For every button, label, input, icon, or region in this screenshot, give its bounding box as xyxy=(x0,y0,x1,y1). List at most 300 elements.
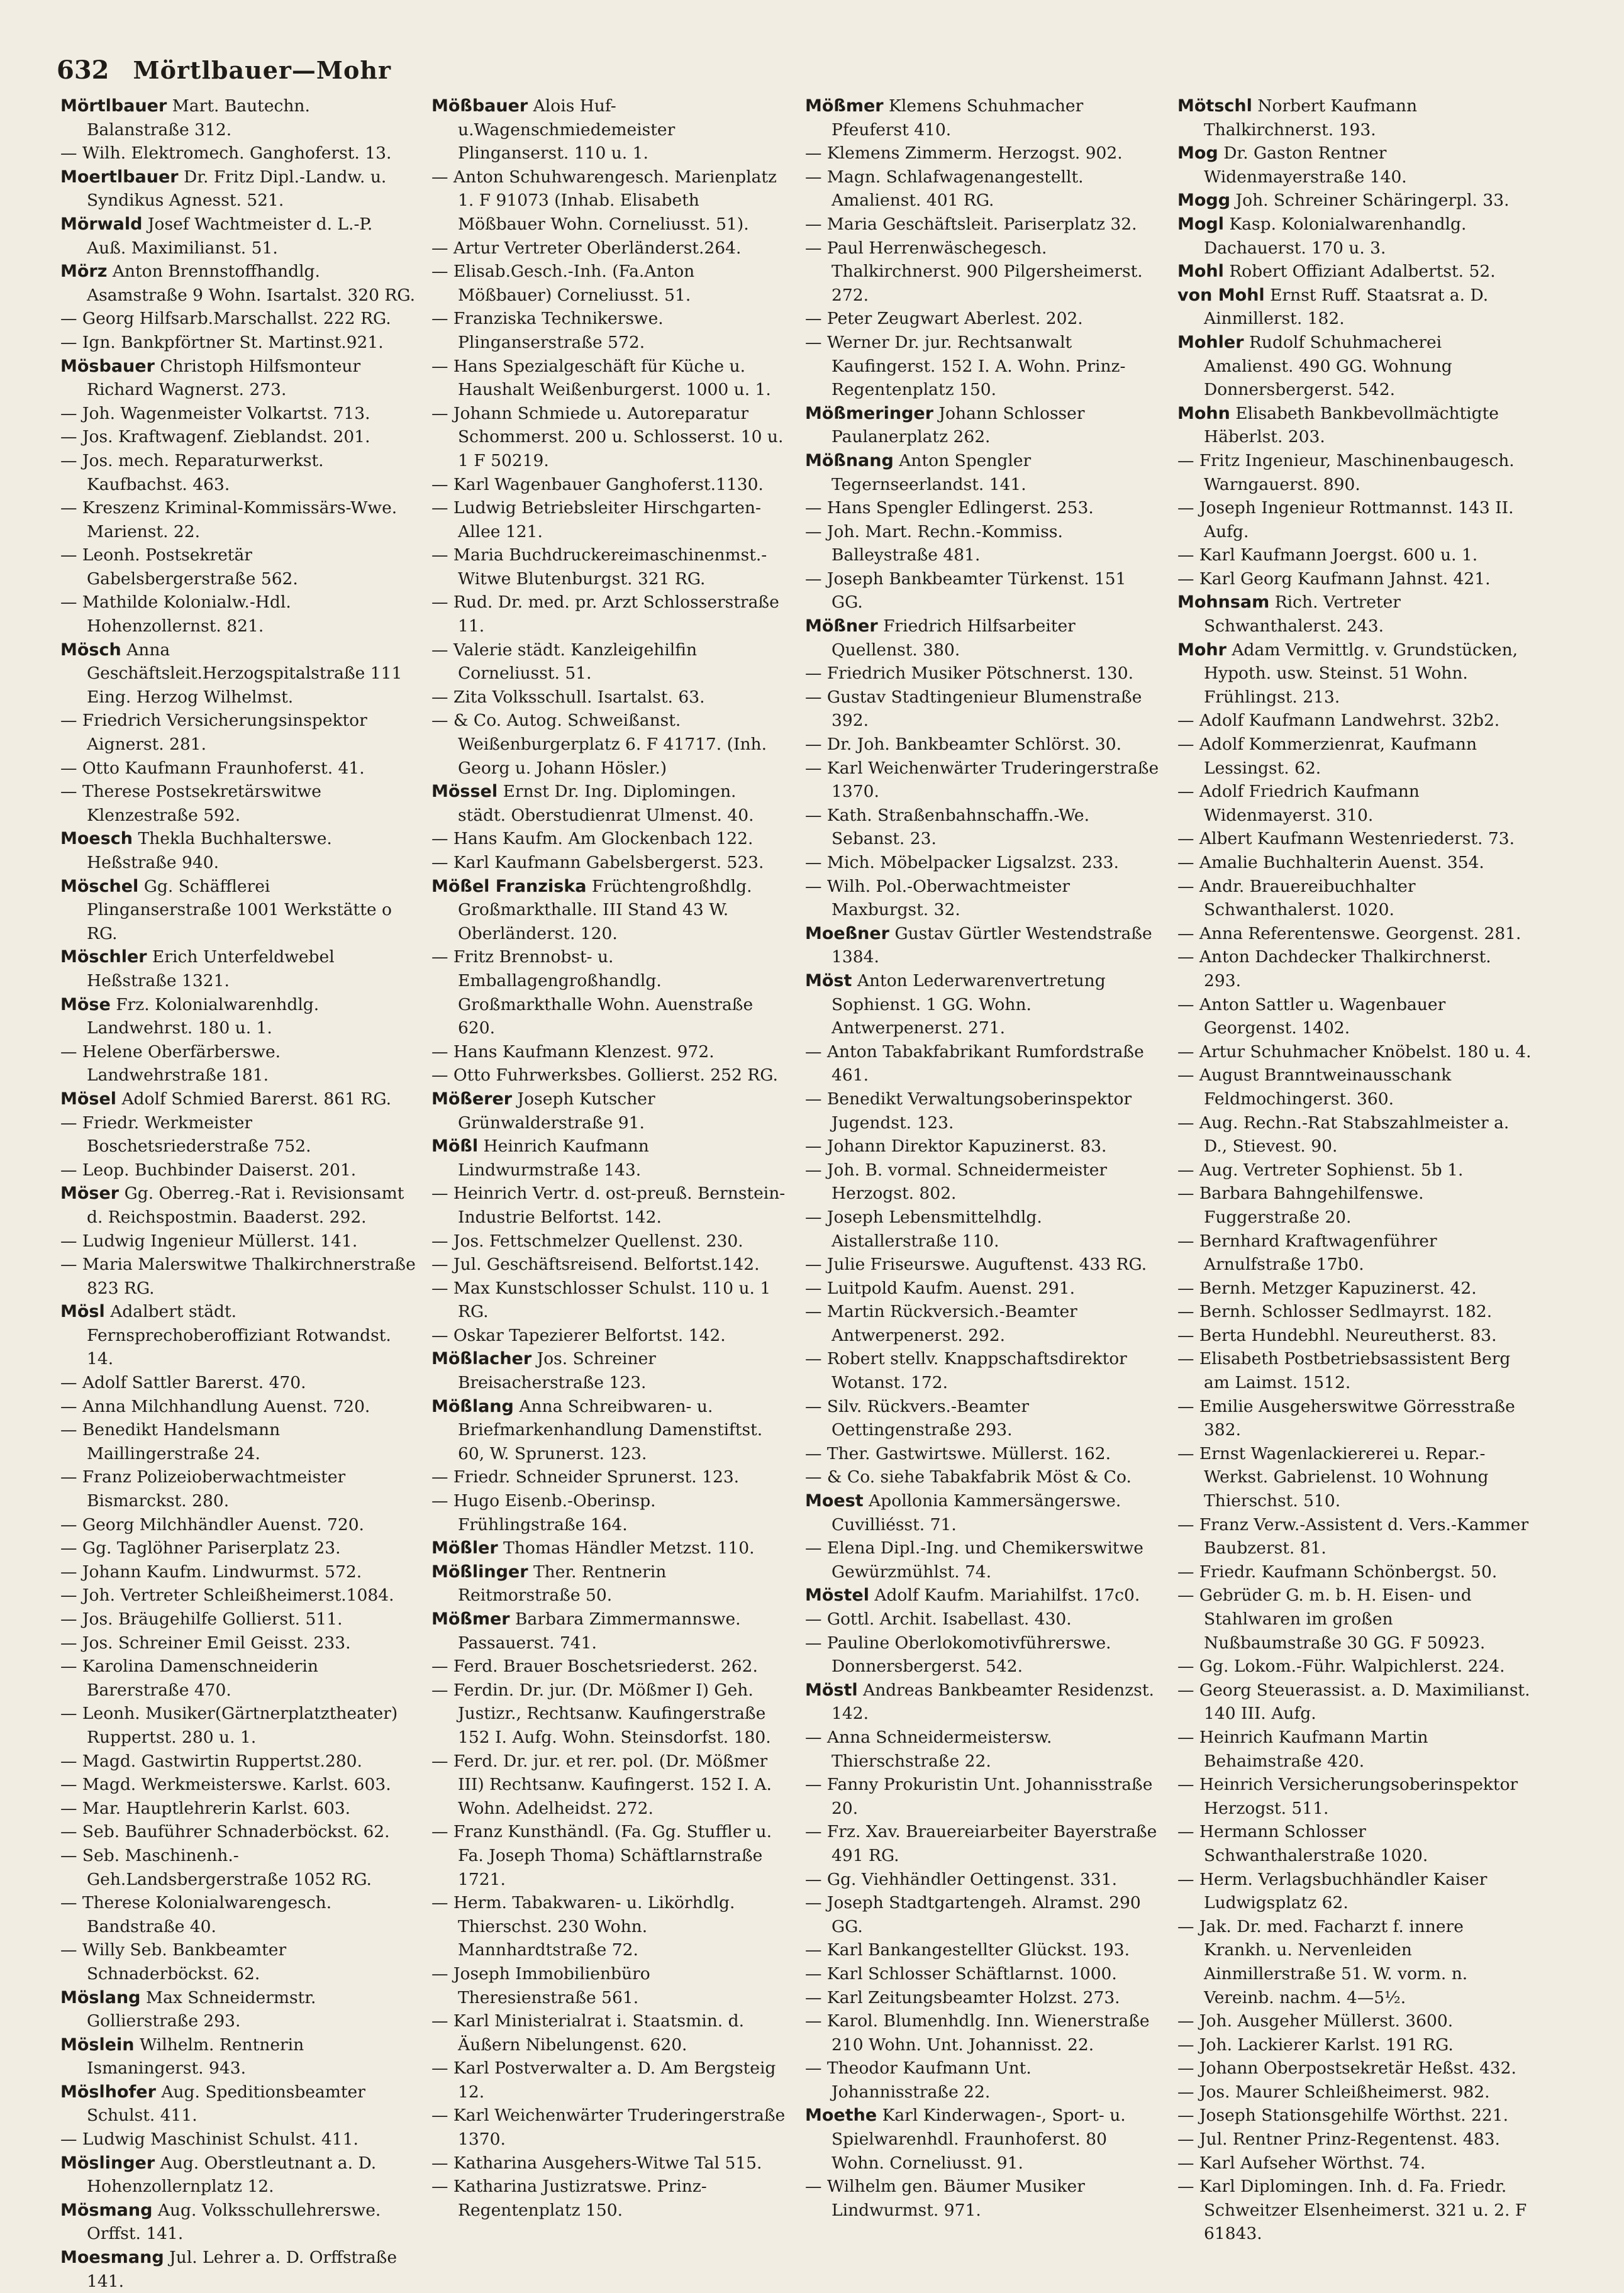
entry-text: — Heinrich Kaufmann Martin Behaimstraße 420. xyxy=(1177,1727,1428,1771)
entry-text: — Willy Seb. Bankbeamter Schnaderböckst. 62. xyxy=(60,1940,287,1984)
entry-surname: Mößmer xyxy=(805,96,884,116)
entry-text: Rudolf Schuhmacherei Amalienst. 490 GG. Wohnung Donnersbergerst. 542. xyxy=(1204,332,1452,400)
entry-text: Christoph Hilfsmonteur Richard Wagnerst. 273. xyxy=(87,356,361,400)
entry-text: — Artur Vertreter Oberländerst.264. xyxy=(431,238,742,258)
directory-entry xyxy=(805,1087,1160,1135)
entry-text: Joseph Kutscher Grünwalderstraße 91. xyxy=(458,1089,655,1133)
entry-surname: Mogg xyxy=(1177,191,1231,211)
entry-surname: Mösel xyxy=(60,1089,117,1109)
entry-text: — Franz Kunsthändl. (Fa. Gg. Stuffler u. Fa. Joseph Thoma) Schäftlarnstraße 1721. xyxy=(431,1822,772,1889)
entry-text: — Karl Kaufmann Gabelsbergerst. 523. xyxy=(431,853,764,872)
entry-text: — Aug. Rechn.-Rat Stabszahlmeister a. D., Stievest. 90. xyxy=(1177,1113,1510,1157)
entry-text: Dr. Gaston Rentner Widenmayerstraße 140. xyxy=(1204,143,1407,187)
directory-entry xyxy=(805,236,1160,308)
directory-entry xyxy=(431,780,787,827)
directory-entry xyxy=(431,1087,787,1135)
directory-entry xyxy=(60,496,416,543)
directory-entry xyxy=(805,1040,1160,1087)
entry-text: — Hugo Eisenb.-Oberinsp. Frühlingstraße 164. xyxy=(431,1491,656,1535)
entry-text: — Karl Ministerialrat i. Staatsmin. d. Äußern Nibelungenst. 620. xyxy=(431,2011,745,2055)
entry-text: — Franz Polizeioberwachtmeister Bismarckst. 280. xyxy=(60,1467,346,1511)
entry-text: — Barbara Bahngehilfenswe. Fuggerstraße 20. xyxy=(1177,1184,1424,1227)
entry-surname: Möse xyxy=(60,994,111,1014)
entry-text: Ernst Dr. Ing. Diplomingen. städt. Oberstudienrat Ulmenst. 40. xyxy=(458,782,754,825)
entry-text: — Gustav Stadtingenieur Blumenstraße 392. xyxy=(805,687,1142,731)
entry-text: — Anton Schuhwarengesch. Marienplatz 1. F 91073 (Inhab. Elisabeth Mößbauer Wohn. Corneliusst. 51). xyxy=(431,167,777,234)
entry-text: — Gg. Taglöhner Pariserplatz 23. xyxy=(60,1538,341,1558)
entry-surname: Mörtlbauer xyxy=(60,96,167,116)
entry-surname: Moesmang xyxy=(60,2248,164,2268)
entry-text: — Jul. Geschäftsreisend. Belfortst.142. xyxy=(431,1255,760,1275)
entry-text: — Bernh. Metzger Kapuzinerst. 42. xyxy=(1177,1278,1477,1298)
column-3 xyxy=(805,94,1160,2220)
entry-text: — Albert Kaufmann Westenriederst. 73. xyxy=(1177,829,1515,849)
entry-surname: Mößl xyxy=(431,1136,479,1157)
entry-text: — Friedrich Versicherungsinspektor Aignerst. 281. xyxy=(60,711,367,755)
directory-entry xyxy=(805,875,1160,922)
entry-text: Apollonia Kammersängerswe. Cuvilliésst. 71. xyxy=(831,1491,1121,1535)
entry-surname: Möschel xyxy=(60,876,139,896)
directory-entry xyxy=(1177,1679,1533,1726)
entry-text: — Georg Steuerassist. a. D. Maximilianst. 140 III. Aufg. xyxy=(1177,1680,1530,1724)
entry-text: — Ferd. Dr. jur. et rer. pol. (Dr. Mößmer III) Rechtsanw. Kaufingerst. 152 I. A. Wohn. Adelheidst. 272. xyxy=(431,1751,772,1818)
entry-text: Kasp. Kolonialwarenhandlg. Dachauerst. 170 u. 3. xyxy=(1204,214,1467,258)
directory-entry xyxy=(805,1135,1160,1158)
directory-entry xyxy=(1177,1111,1533,1158)
directory-entry xyxy=(60,1395,416,1419)
entry-text: — & Co. siehe Tabakfabrik Möst & Co. xyxy=(805,1467,1132,1487)
directory-entry xyxy=(1177,1726,1533,1773)
entry-text: — Joh. Mart. Rechn.-Kommiss. Balleystraße 481. xyxy=(805,521,1063,565)
entry-text: Aug. Speditionsbeamter Schulst. 411. xyxy=(87,2082,365,2126)
directory-entry xyxy=(60,142,416,165)
entry-text: — Otto Kaufmann Fraunhoferst. 41. xyxy=(60,758,365,778)
entry-text: — Elisabeth Postbetriebsassistent Berg am Laimst. 1512. xyxy=(1177,1349,1511,1393)
directory-entry xyxy=(1177,94,1533,142)
directory-entry xyxy=(1177,1277,1533,1301)
entry-text: — Jos. Schreiner Emil Geisst. 233. xyxy=(60,1633,351,1653)
directory-entry xyxy=(1177,1395,1533,1442)
entry-text: — Leonh. Musiker(Gärtnerplatztheater) Ruppertst. 280 u. 1. xyxy=(60,1704,398,1747)
directory-entry xyxy=(805,1631,1160,1679)
directory-entry xyxy=(60,2080,416,2128)
entry-text: Joh. Schreiner Schäringerpl. 33. xyxy=(1235,191,1510,211)
entry-surname: Mößmeringer xyxy=(805,403,934,423)
directory-entry xyxy=(60,780,416,827)
directory-entry xyxy=(1177,1324,1533,1348)
directory-entry xyxy=(431,1560,787,1607)
entry-surname: Mohl xyxy=(1177,262,1224,282)
entry-text: — Joh. Ausgeher Müllerst. 3600. xyxy=(1177,2011,1454,2031)
entry-text: — Karl Bankangestellter Glückst. 193. xyxy=(805,1940,1130,1960)
entry-text: Friedrich Hilfsarbeiter Quellenst. 380. xyxy=(831,616,1076,660)
directory-entry xyxy=(431,709,787,780)
entry-text: — Kath. Straßenbahnschaffn.-We. Sebanst. 23. xyxy=(805,805,1090,849)
entry-text: — Ferdin. Dr. jur. (Dr. Mößmer I) Geh. Justizr., Rechtsanw. Kaufingerstraße 152 I. Aufg. Wohn. Steinsdorfst. 180. xyxy=(431,1680,771,1747)
directory-entry xyxy=(1177,922,1533,946)
entry-text: — Benedikt Verwaltungsoberinspektor Jugendst. 123. xyxy=(805,1089,1132,1133)
entry-text: — Klemens Zimmerm. Herzogst. 902. xyxy=(805,143,1123,164)
entry-surname: Mößel Franziska xyxy=(431,876,587,896)
entry-text: Rich. Vertreter Schwanthalerst. 243. xyxy=(1204,592,1401,636)
entry-text: — Martin Rückversich.-Beamter Antwerpenerst. 292. xyxy=(805,1302,1077,1345)
directory-entry xyxy=(431,638,787,686)
entry-text: Andreas Bankbeamter Residenzst. 142. xyxy=(831,1680,1154,1724)
directory-entry xyxy=(60,1891,416,1938)
directory-entry xyxy=(431,827,787,851)
entry-text: — Dr. Joh. Bankbeamter Schlörst. 30. xyxy=(805,735,1122,755)
directory-entry xyxy=(60,2151,416,2199)
entry-text: — Adolf Sattler Barerst. 470. xyxy=(60,1373,306,1393)
directory-entry xyxy=(805,1253,1160,1277)
directory-entry xyxy=(431,1607,787,1655)
entry-text: Gg. Oberreg.-Rat i. Revisionsamt d. Reichspostmin. Baaderst. 292. xyxy=(87,1184,404,1227)
entry-text: — Silv. Rückvers.-Beamter Oettingenstraße 293. xyxy=(805,1396,1030,1440)
entry-text: — Johann Kaufm. Lindwurmst. 572. xyxy=(60,1562,362,1582)
directory-entry xyxy=(805,1158,1160,1206)
directory-entry xyxy=(431,260,787,307)
directory-entry xyxy=(60,1040,416,1087)
entry-text: — Karl Diplomingen. Inh. d. Fa. Friedr. Schweitzer Elsenheimerst. 321 u. 2. F 61843. xyxy=(1177,2177,1527,2244)
directory-entry xyxy=(60,1087,416,1111)
directory-entry xyxy=(1177,1347,1533,1394)
directory-entry xyxy=(60,355,416,402)
entry-text: — Ther. Gastwirtswe. Müllerst. 162. xyxy=(805,1443,1111,1463)
entry-text: — Fanny Prokuristin Unt. Johannisstraße 20. xyxy=(805,1775,1153,1818)
column-1 xyxy=(60,94,416,2291)
directory-entry xyxy=(431,1347,787,1394)
directory-entry xyxy=(60,165,416,213)
directory-entry xyxy=(1177,2009,1533,2033)
entry-text: — Mar. Hauptlehrerin Karlst. 603. xyxy=(60,1798,351,1818)
page-range-title: Mörtlbauer—Mohr xyxy=(133,56,391,84)
directory-entry xyxy=(1177,2128,1533,2151)
entry-text: — Seb. Maschinenh.-Geh.Landsbergerstraße 1052 RG. xyxy=(60,1845,372,1889)
directory-entry xyxy=(1177,1513,1533,1560)
directory-entry xyxy=(60,638,416,709)
directory-entry xyxy=(431,2175,787,2222)
entry-text: Adalbert städt. Fernsprechoberoffiziant Rotwandst. 14. xyxy=(87,1302,391,1369)
directory-entry xyxy=(431,1489,787,1536)
entry-text: Barbara Zimmermannswe. Passauerst. 741. xyxy=(458,1609,741,1653)
entry-text: — Maria Buchdruckereimaschinenmst.-Witwe Blutenburgst. 321 RG. xyxy=(431,545,767,589)
directory-entry xyxy=(1177,1063,1533,1111)
directory-entry xyxy=(60,709,416,756)
entry-surname: Möslein xyxy=(60,2035,135,2055)
directory-entry xyxy=(1177,567,1533,591)
entry-text: — Mich. Möbelpacker Ligsalzst. 233. xyxy=(805,853,1119,872)
entry-text: — Therese Kolonialwarengesch. Bandstraße 40. xyxy=(60,1893,332,1936)
entry-text: — Leonh. Postsekretär Gabelsbergerstraße 562. xyxy=(60,545,298,589)
entry-text: — Max Kunstschlosser Schulst. 110 u. 1 RG. xyxy=(431,1278,771,1322)
directory-entry xyxy=(805,1726,1160,1773)
entry-text: Erich Unterfeldwebel Heßstraße 1321. xyxy=(87,947,335,991)
entry-text: — Karl Weichenwärter Truderingerstraße 1370. xyxy=(805,758,1159,802)
entry-surname: von Mohl xyxy=(1177,285,1265,305)
directory-entry xyxy=(431,236,787,260)
entry-text: — Elisab.Gesch.-Inh. (Fa.Anton Mößbauer) Corneliusst. 51. xyxy=(431,262,695,305)
directory-entry xyxy=(1177,402,1533,449)
entry-text: — Anton Dachdecker Thalkirchnerst. 293. xyxy=(1177,947,1491,991)
entry-text: — Joseph Lebensmittelhdlg. Aistallerstraße 110. xyxy=(805,1207,1042,1251)
entry-text: — Elena Dipl.-Ing. und Chemikerswitwe Gewürzmühlst. 74. xyxy=(805,1538,1143,1582)
entry-surname: Möser xyxy=(60,1184,120,1204)
entry-text: — Herm. Tabakwaren- u. Likörhdlg. Thierschst. 230 Wohn. Mannhardtstraße 72. xyxy=(431,1893,735,1960)
entry-text: — Hans Spezialgeschäft für Küche u. Haushalt Weißenburgerst. 1000 u. 1. xyxy=(431,356,771,400)
entry-text: — Friedr. Kaufmann Schönbergst. 50. xyxy=(1177,1562,1498,1582)
directory-entry xyxy=(1177,1655,1533,1679)
entry-surname: Möslang xyxy=(60,1987,141,2007)
entry-text: — Hermann Schlosser Schwanthalerstraße 1020. xyxy=(1177,1822,1428,1865)
directory-entry xyxy=(805,1584,1160,1607)
entry-text: Jos. Schreiner Breisacherstraße 123. xyxy=(458,1349,656,1393)
entry-text: Aug. Oberstleutnant a. D. Hohenzollernplatz 12. xyxy=(87,2153,377,2197)
entry-surname: Mogl xyxy=(1177,214,1224,234)
entry-surname: Mohler xyxy=(1177,332,1244,352)
entry-text: — Aug. Vertreter Sophienst. 5b 1. xyxy=(1177,1160,1464,1180)
directory-entry xyxy=(431,1324,787,1348)
entry-text: — Jos. Bräugehilfe Gollierst. 511. xyxy=(60,1609,343,1629)
entry-text: — Georg Hilfsarb.Marschallst. 222 RG. xyxy=(60,309,391,329)
entry-text: — Gg. Viehhändler Oettingenst. 331. xyxy=(805,1869,1118,1889)
entry-text: — Helene Oberfärberswe. Landwehrstraße 181. xyxy=(60,1041,281,1085)
entry-text: — Georg Milchhändler Auenst. 720. xyxy=(60,1514,364,1535)
directory-entry xyxy=(805,2175,1160,2222)
entry-text: — Fritz Ingenieur, Maschinenbaugesch. Warngauerst. 890. xyxy=(1177,450,1515,494)
entry-text: — Friedr. Werkmeister Boschetsriederstraße 752. xyxy=(60,1113,311,1157)
entry-text: Frz. Kolonialwarenhdlg. Landwehrst. 180 u. 1. xyxy=(87,994,320,1038)
entry-text: Norbert Kaufmann Thalkirchnerst. 193. xyxy=(1204,96,1418,140)
entry-surname: Mößlang xyxy=(431,1396,514,1416)
directory-entry xyxy=(1177,1915,1533,2009)
directory-entry xyxy=(1177,189,1533,213)
entry-text: — Franziska Technikerswe. Plinganserstraße 572. xyxy=(431,309,664,352)
directory-entry xyxy=(431,2009,787,2057)
directory-entry xyxy=(60,1418,416,1465)
entry-surname: Mößlinger xyxy=(431,1562,528,1582)
directory-entry xyxy=(805,733,1160,757)
entry-text: — Heinrich Versicherungsoberinspektor Herzogst. 511. xyxy=(1177,1775,1518,1818)
directory-entry xyxy=(60,1253,416,1300)
entry-text: — Karolina Damenschneiderin Barerstraße 470. xyxy=(60,1657,318,1700)
directory-entry xyxy=(431,1891,787,1962)
entry-surname: Möslinger xyxy=(60,2153,155,2173)
directory-entry xyxy=(805,520,1160,567)
entry-surname: Mohr xyxy=(1177,640,1226,660)
directory-entry xyxy=(1177,331,1533,402)
directory-entry xyxy=(805,1300,1160,1347)
entry-text: — Werner Dr. jur. Rechtsanwalt Kaufingerst. 152 I. A. Wohn. Prinz-Regentenplatz 150. xyxy=(805,332,1126,400)
entry-text: — Hans Kaufmann Klenzest. 972. xyxy=(431,1041,715,1062)
entry-surname: Mohn xyxy=(1177,403,1230,423)
directory-entry xyxy=(60,2199,416,2246)
directory-entry xyxy=(431,1962,787,2009)
directory-entry xyxy=(805,1536,1160,1584)
page-number: 632 xyxy=(57,55,109,85)
entry-text: — Maria Geschäftsleit. Pariserplatz 32. xyxy=(805,214,1137,234)
entry-text: Anna Schreibwaren- u. Briefmarkenhandlung Damenstiftst. 60, W. Sprunerst. 123. xyxy=(458,1396,763,1463)
directory-entry xyxy=(805,1206,1160,1253)
directory-entry xyxy=(431,2057,787,2104)
directory-entry xyxy=(60,543,416,591)
directory-entry xyxy=(805,331,1160,402)
directory-entry xyxy=(431,1253,787,1277)
entry-text: — Peter Zeugwart Aberlest. 202. xyxy=(805,309,1083,329)
entry-text: Anton Spengler Tegernseerlandst. 141. xyxy=(831,450,1032,494)
directory-entry xyxy=(1177,709,1533,733)
entry-surname: Mösbauer xyxy=(60,356,155,376)
entry-surname: Möstel xyxy=(805,1585,869,1606)
entry-text: Aug. Volksschullehrerswe. Orffst. 141. xyxy=(87,2200,381,2244)
directory-entry xyxy=(1177,733,1533,780)
directory-entry xyxy=(805,1820,1160,1867)
directory-entry xyxy=(805,1679,1160,1726)
directory-entry xyxy=(60,1536,416,1560)
directory-entry xyxy=(805,804,1160,851)
directory-entry xyxy=(805,1962,1160,1986)
directory-entry xyxy=(1177,284,1533,331)
entry-text: — Jul. Rentner Prinz-Regentenst. 483. xyxy=(1177,2129,1500,2150)
entry-surname: Mösmang xyxy=(60,2200,153,2220)
entry-text: — Karl Postverwalter a. D. Am Bergsteig 12. xyxy=(431,2058,776,2102)
directory-entry xyxy=(60,757,416,780)
entry-text: — Johann Direktor Kapuzinerst. 83. xyxy=(805,1136,1107,1157)
directory-entry xyxy=(805,922,1160,969)
entry-surname: Mösl xyxy=(60,1302,105,1322)
entry-text: — Adolf Kommerzienrat, Kaufmann Lessingst. 62. xyxy=(1177,735,1477,778)
directory-entry xyxy=(60,1750,416,1774)
directory-entry xyxy=(60,993,416,1040)
directory-entry xyxy=(431,2151,787,2175)
entry-text: — Otto Fuhrwerksbes. Gollierst. 252 RG. xyxy=(431,1065,778,1085)
directory-entry xyxy=(805,1607,1160,1631)
entry-text: Früchtengroßhdlg. Großmarkthalle. III Stand 43 W. Oberländerst. 120. xyxy=(458,876,752,943)
entry-text: — & Co. Autog. Schweißanst. Weißenburgerplatz 6. F 41717. (Inh. Georg u. Johann Hösler.) xyxy=(431,711,767,778)
entry-text: — Karl Schlosser Schäftlarnst. 1000. xyxy=(805,1963,1117,1984)
directory-entry xyxy=(431,1230,787,1253)
directory-entry xyxy=(60,1371,416,1395)
directory-entry xyxy=(1177,875,1533,922)
entry-text: — Karl Weichenwärter Truderingerstraße 1370. xyxy=(431,2106,786,2150)
entry-text: — Jos. Kraftwagenf. Zieblandst. 201. xyxy=(60,427,370,447)
directory-entry xyxy=(60,875,416,946)
directory-entry xyxy=(1177,993,1533,1040)
entry-text: Wilhelm. Rentnerin Ismaningerst. 943. xyxy=(87,2035,304,2079)
directory-entry xyxy=(805,94,1160,142)
entry-text: — Jos. Fettschmelzer Quellenst. 230. xyxy=(431,1231,743,1251)
entry-text: Thomas Händler Metzst. 110. xyxy=(503,1538,755,1558)
entry-text: Adolf Kaufm. Mariahilfst. 17c0. xyxy=(874,1585,1140,1606)
directory-entry xyxy=(1177,591,1533,638)
directory-entry xyxy=(805,1986,1160,2010)
entry-text: — Joseph Stadtgartengeh. Alramst. 290 GG. xyxy=(805,1893,1141,1936)
directory-entry xyxy=(60,260,416,307)
directory-entry xyxy=(60,94,416,142)
directory-entry xyxy=(805,662,1160,686)
directory-entry xyxy=(805,567,1160,614)
entry-text: Josef Wachtmeister d. L.-P. Auß. Maximilianst. 51. xyxy=(87,214,373,258)
entry-surname: Mog xyxy=(1177,143,1218,164)
directory-entry xyxy=(805,1489,1160,1536)
entry-text: — Seb. Bauführer Schnaderböckst. 62. xyxy=(60,1822,390,1842)
directory-entry xyxy=(1177,1182,1533,1229)
entry-text: — Katharina Ausgehers-Witwe Tal 515. xyxy=(431,2153,762,2173)
entry-text: Elisabeth Bankbevollmächtigte Häberlst. 203. xyxy=(1204,403,1499,447)
entry-surname: Moeßner xyxy=(805,923,889,943)
entry-surname: Möschler xyxy=(60,947,147,967)
directory-entry xyxy=(805,851,1160,875)
directory-entry xyxy=(60,2128,416,2151)
directory-entry xyxy=(1177,2175,1533,2246)
entry-text: — Artur Schuhmacher Knöbelst. 180 u. 4. xyxy=(1177,1041,1532,1062)
entry-text: — Friedr. Schneider Sprunerst. 123. xyxy=(431,1467,740,1487)
directory-entry xyxy=(805,2104,1160,2175)
entry-surname: Moethe xyxy=(805,2106,877,2126)
directory-entry xyxy=(431,945,787,1040)
directory-entry xyxy=(60,449,416,496)
directory-entry xyxy=(1177,2080,1533,2104)
directory-entry xyxy=(60,1158,416,1182)
entry-surname: Mößlacher xyxy=(431,1349,532,1369)
directory-entry xyxy=(805,307,1160,331)
entry-text: Thekla Buchhalterswe. Heßstraße 940. xyxy=(87,829,332,872)
entry-text: — Hans Kaufm. Am Glockenbach 122. xyxy=(431,829,754,849)
entry-text: Robert Offiziant Adalbertst. 52. xyxy=(1229,262,1496,282)
page-header xyxy=(57,55,391,93)
entry-text: — Anna Referentenswe. Georgenst. 281. xyxy=(1177,923,1521,943)
directory-entry xyxy=(60,1230,416,1253)
entry-text: Johann Schlosser Paulanerplatz 262. xyxy=(831,403,1085,447)
entry-text: — Joseph Immobilienbüro Theresienstraße 561. xyxy=(431,1963,650,2007)
directory-entry xyxy=(60,1560,416,1584)
directory-entry xyxy=(1177,1040,1533,1064)
entry-text: — Theodor Kaufmann Unt. Johannisstraße 22. xyxy=(805,2058,1032,2102)
entry-text: — Maria Malerswitwe Thalkirchnerstraße 823 RG. xyxy=(60,1255,416,1298)
entry-text: — Paul Herrenwäschegesch. Thalkirchnerst. 900 Pilgersheimerst. 272. xyxy=(805,238,1143,305)
directory-entry xyxy=(431,1536,787,1560)
directory-entry xyxy=(431,875,787,946)
directory-entry xyxy=(805,757,1160,804)
directory-entry xyxy=(431,355,787,402)
directory-entry xyxy=(431,1750,787,1821)
entry-text: — Jos. Maurer Schleißheimerst. 982. xyxy=(1177,2082,1490,2102)
directory-entry xyxy=(60,1938,416,1985)
directory-entry xyxy=(805,1773,1160,1820)
entry-text: — Mathilde Kolonialw.-Hdl. Hohenzollernst. 821. xyxy=(60,592,291,636)
directory-entry xyxy=(60,1820,416,1844)
directory-entry xyxy=(431,1040,787,1064)
entry-text: — Berta Hundebhl. Neureutherst. 83. xyxy=(1177,1325,1497,1345)
directory-entry xyxy=(1177,1560,1533,1584)
directory-entry xyxy=(60,213,416,260)
directory-entry xyxy=(1177,1773,1533,1820)
directory-entry xyxy=(60,307,416,331)
entry-text: — Kreszenz Kriminal-Kommissärs-Wwe. Marienst. 22. xyxy=(60,498,398,541)
directory-entry xyxy=(1177,2033,1533,2057)
entry-text: Mart. Bautechn. Balanstraße 312. xyxy=(87,96,310,140)
directory-entry xyxy=(431,2104,787,2151)
directory-entry xyxy=(60,827,416,874)
entry-text: — Leop. Buchbinder Daiserst. 201. xyxy=(60,1160,357,1180)
directory-entry xyxy=(805,2009,1160,2057)
directory-entry xyxy=(431,402,787,473)
directory-entry xyxy=(60,402,416,426)
directory-entry xyxy=(431,473,787,497)
entry-text: — Wilh. Pol.-Oberwachtmeister Maxburgst. 32. xyxy=(805,876,1071,920)
entry-text: — Valerie städt. Kanzleigehilfin Corneliusst. 51. xyxy=(431,640,698,684)
directory-entry xyxy=(60,1111,416,1158)
entry-text: — Jos. mech. Reparaturwerkst. Kaufbachst. 463. xyxy=(60,450,324,494)
